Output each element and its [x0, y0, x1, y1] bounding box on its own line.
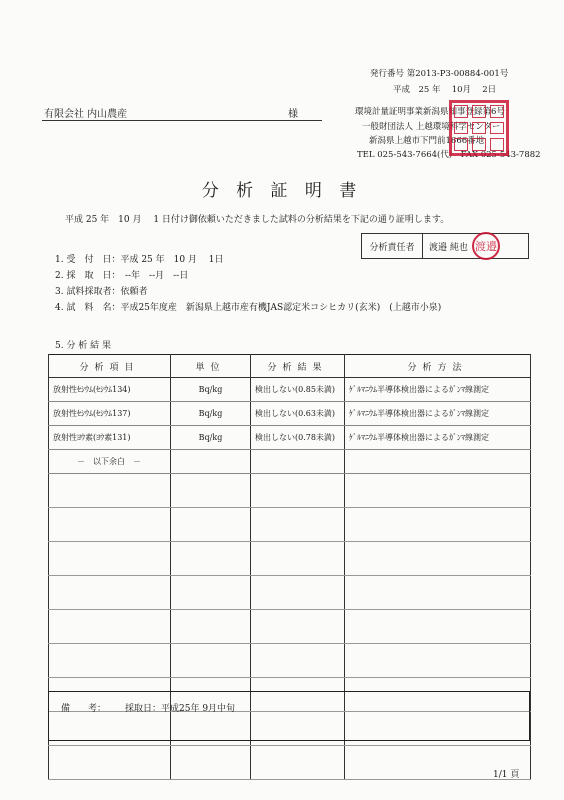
page-number: 1/1 頁 [493, 770, 520, 780]
item-value: --年 --月 --日 [115, 271, 189, 281]
issuer-address: 新潟県上越市下門前1666番地 [369, 136, 485, 146]
cell-item: 放射性ｾｼｳﾑ(ｾｼｳﾑ134) [49, 378, 171, 402]
cell-result: 検出しない(0.63未満) [251, 402, 345, 426]
empty-row [49, 474, 531, 508]
cell-method: ｹﾞﾙﾏﾆｳﾑ半導体検出器によるｶﾞﾝﾏ線測定 [345, 378, 531, 402]
remarks-text: 採取日：平成25年 9月中旬 [125, 704, 236, 714]
empty-row [49, 576, 531, 610]
cell-method: ｹﾞﾙﾏﾆｳﾑ半導体検出器によるｶﾞﾝﾏ線測定 [345, 426, 531, 450]
recipient-honorific: 様 [288, 109, 298, 120]
empty-row [49, 542, 531, 576]
empty-row [49, 610, 531, 644]
header-method: 分析方法 [345, 355, 531, 378]
cell-unit: Bq/kg [171, 378, 251, 402]
recipient-line [42, 104, 322, 121]
analyst-box [361, 233, 529, 259]
results-title: 5. 分 析 結 果 [55, 341, 112, 351]
item-label: 4. 試 料 名： [55, 303, 121, 313]
analyst-name: 渡邉 純也 [429, 242, 468, 253]
cell-unit: Bq/kg [171, 426, 251, 450]
item-sample-name [55, 300, 441, 313]
cell-unit: Bq/kg [171, 402, 251, 426]
analyst-seal [472, 232, 500, 260]
header-item: 分析項目 [49, 355, 171, 378]
document-title: 分 析 証 明 書 [201, 181, 363, 201]
remarks-label: 備 考： [61, 704, 107, 714]
item-value: 平成25年度産 新潟県上越市産有機JAS認定米コシヒカリ(玄米) (上越市小泉) [120, 303, 442, 313]
item-label: 1. 受 付 日： [55, 255, 121, 265]
empty-row [49, 508, 531, 542]
recipient-name: 有限会社 内山農産 [44, 109, 128, 120]
table-header-row [49, 355, 531, 378]
intro-text: 平成 25 年 10 月 1 日付け御依頼いただきました試料の分析結果を下記の通り証明します。 [65, 215, 450, 225]
organization-seal [449, 100, 509, 156]
item-value: 依頼者 [120, 287, 148, 297]
table-row [49, 402, 531, 426]
table-row [49, 378, 531, 402]
item-value: 平成 25 年 10 月 1日 [120, 255, 224, 265]
table-row [49, 450, 531, 474]
item-label: 2. 採 取 日： [55, 271, 116, 281]
analyst-label: 分析責任者 [362, 234, 423, 258]
empty-row [49, 746, 531, 780]
item-sampling-date [55, 268, 188, 281]
remarks-box [48, 691, 530, 741]
cell-result: 検出しない(0.78未満) [251, 426, 345, 450]
item-label: 3. 試料採取者： [55, 287, 121, 297]
cell-item: 放射性ﾖｳ素(ﾖｳ素131) [49, 426, 171, 450]
issuer-tel-fax: TEL 025-543-7664(代) FAX 025-543-7882 [357, 150, 541, 160]
item-sampler [55, 284, 147, 297]
issuer-registration: 環境計量証明事業新潟県知事登録第6号 [355, 107, 505, 117]
empty-row [49, 644, 531, 678]
analyst-seal-text: 渡邉 [475, 240, 497, 253]
header-unit: 単位 [171, 355, 251, 378]
issue-date: 平成 25 年 10月 2日 [393, 85, 497, 95]
issuer-organization: 一般財団法人 上越環境科学センター [362, 122, 501, 132]
cell-result: 検出しない(0.85未満) [251, 378, 345, 402]
cell-method: ｹﾞﾙﾏﾆｳﾑ半導体検出器によるｶﾞﾝﾏ線測定 [345, 402, 531, 426]
item-receipt-date [55, 252, 224, 265]
header-result: 分析結果 [251, 355, 345, 378]
table-row [49, 426, 531, 450]
end-marker: － 以下余白 － [49, 450, 171, 474]
cell-item: 放射性ｾｼｳﾑ(ｾｼｳﾑ137) [49, 402, 171, 426]
issue-number: 発行番号 第2013-P3-00884-001号 [370, 69, 509, 79]
